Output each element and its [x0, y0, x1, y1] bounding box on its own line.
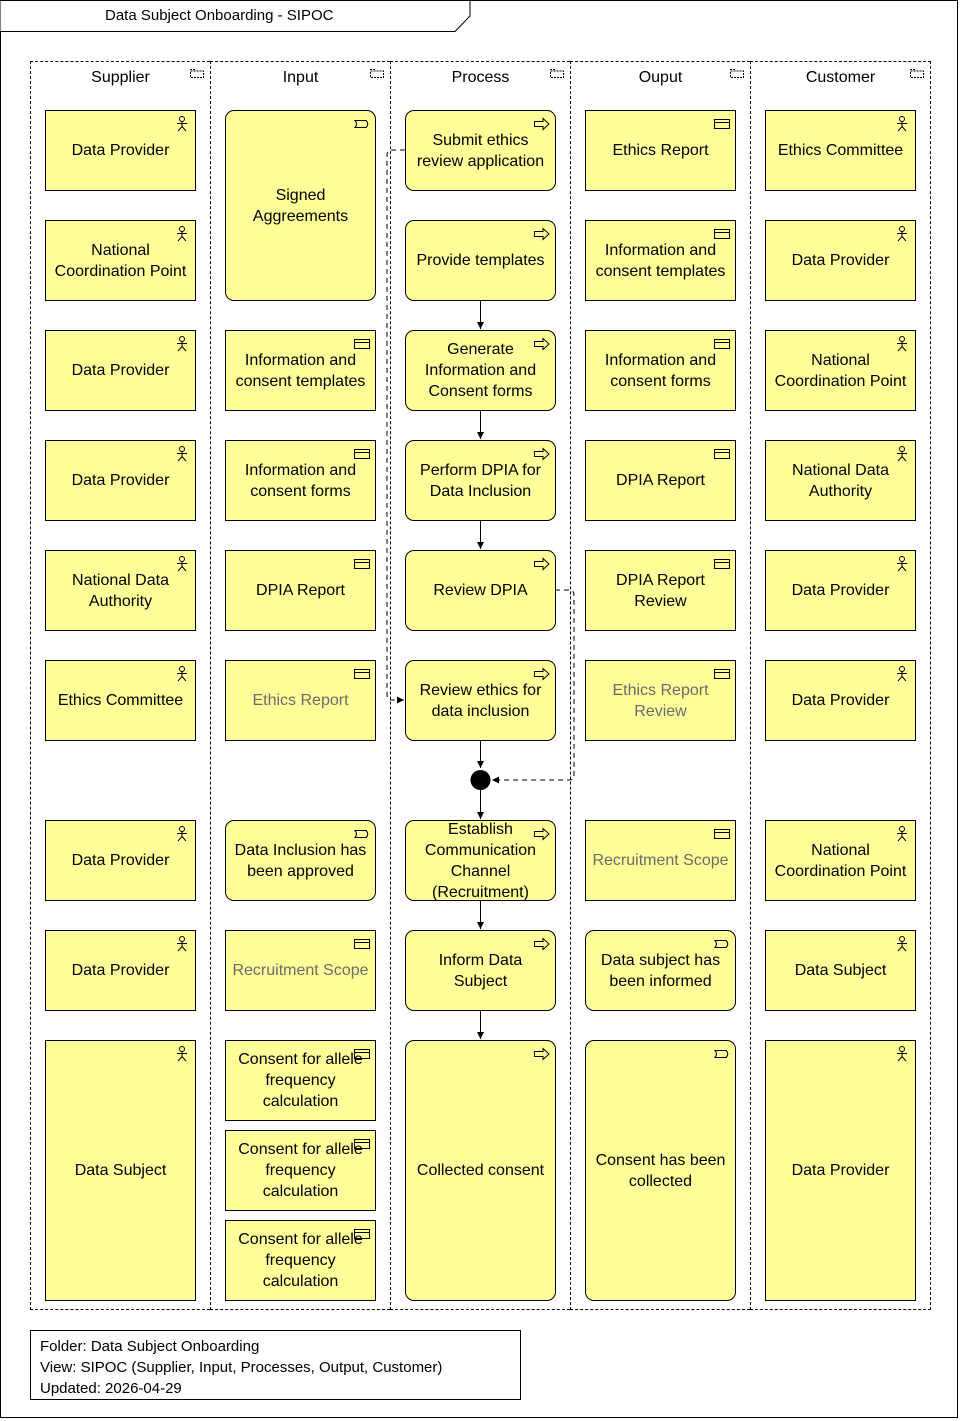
- input-label: Consent for allele frequency calculation: [238, 1141, 363, 1200]
- data-object-icon: [354, 936, 370, 952]
- customer-item[interactable]: [765, 220, 916, 301]
- actor-icon: [174, 666, 190, 682]
- supplier-item[interactable]: [45, 1040, 196, 1301]
- customer-item[interactable]: [765, 330, 916, 411]
- data-object-icon: [714, 446, 730, 462]
- process-arrow-icon: [534, 556, 550, 572]
- input-item[interactable]: [225, 1130, 376, 1211]
- lane-label-customer: Customer: [805, 69, 876, 86]
- event-icon: [354, 116, 370, 132]
- process-label: Collected consent: [416, 1162, 545, 1179]
- actor-icon: [894, 936, 910, 952]
- input-label: Recruitment Scope: [232, 962, 369, 979]
- output-label: DPIA Report: [616, 472, 705, 489]
- actor-icon: [174, 336, 190, 352]
- lane-label-supplier: Supplier: [91, 69, 150, 86]
- data-object-icon: [714, 826, 730, 842]
- process-item[interactable]: [405, 110, 556, 191]
- process-item[interactable]: [405, 660, 556, 741]
- lane-label-output: Ouput: [638, 69, 683, 86]
- grouping-icon: [190, 69, 204, 78]
- diagram-title: Data Subject Onboarding - SIPOC: [105, 7, 334, 24]
- process-label: Generate Information and Consent forms: [424, 341, 537, 400]
- lane-label-input: Input: [282, 69, 319, 86]
- actor-icon: [174, 826, 190, 842]
- output-item[interactable]: [585, 1040, 736, 1301]
- supplier-label: Data Provider: [71, 362, 170, 379]
- process-item[interactable]: [405, 550, 556, 631]
- data-object-icon: [354, 666, 370, 682]
- output-item[interactable]: [585, 440, 736, 521]
- grouping-icon: [550, 69, 564, 78]
- process-item[interactable]: [405, 440, 556, 521]
- supplier-item[interactable]: [45, 820, 196, 901]
- output-item[interactable]: [585, 660, 736, 741]
- customer-label: National Coordination Point: [774, 351, 907, 390]
- output-label: Ethics Report: [612, 142, 709, 159]
- grouping-icon: [910, 69, 924, 78]
- actor-icon: [174, 1046, 190, 1062]
- supplier-item[interactable]: [45, 660, 196, 741]
- process-label: Submit ethics review application: [416, 131, 545, 170]
- customer-label: Ethics Committee: [777, 142, 904, 159]
- supplier-item[interactable]: [45, 550, 196, 631]
- process-label: Provide templates: [416, 252, 545, 269]
- output-item[interactable]: [585, 220, 736, 301]
- customer-label: Data Provider: [791, 252, 890, 269]
- customer-item[interactable]: [765, 1040, 916, 1301]
- supplier-label: Data Provider: [71, 852, 170, 869]
- customer-label: Data Provider: [791, 1162, 890, 1179]
- process-item[interactable]: [405, 820, 556, 901]
- actor-icon: [894, 226, 910, 242]
- input-item[interactable]: [225, 1040, 376, 1121]
- supplier-label: Data Provider: [71, 142, 170, 159]
- process-item[interactable]: [405, 330, 556, 411]
- input-label: Consent for allele frequency calculation: [238, 1051, 363, 1110]
- supplier-item[interactable]: [45, 330, 196, 411]
- supplier-item[interactable]: [45, 440, 196, 521]
- actor-icon: [894, 1046, 910, 1062]
- output-item[interactable]: [585, 930, 736, 1011]
- output-item[interactable]: [585, 110, 736, 191]
- input-label: Consent for allele frequency calculation: [238, 1231, 363, 1290]
- process-item[interactable]: [405, 930, 556, 1011]
- data-object-icon: [714, 116, 730, 132]
- output-label: Consent has been collected: [595, 1151, 726, 1190]
- lane-label-process: Process: [451, 69, 510, 86]
- customer-item[interactable]: [765, 820, 916, 901]
- output-item[interactable]: [585, 550, 736, 631]
- actor-icon: [894, 666, 910, 682]
- customer-item[interactable]: [765, 660, 916, 741]
- process-item[interactable]: [405, 220, 556, 301]
- customer-label: Data Provider: [791, 582, 890, 599]
- input-label: Ethics Report: [252, 692, 349, 709]
- actor-icon: [174, 936, 190, 952]
- supplier-item[interactable]: [45, 930, 196, 1011]
- output-label: Ethics Report Review: [612, 681, 709, 720]
- supplier-label: Data Provider: [71, 472, 170, 489]
- updated-text: Updated: 2026-04-29: [40, 1380, 182, 1397]
- input-label: Information and consent templates: [235, 351, 366, 390]
- input-label: DPIA Report: [256, 582, 345, 599]
- input-item[interactable]: [225, 330, 376, 411]
- supplier-label: National Data Authority: [72, 571, 169, 610]
- process-label: Perform DPIA for Data Inclusion: [420, 461, 541, 500]
- data-object-icon: [354, 556, 370, 572]
- process-label: Establish Communication Channel (Recruitment): [424, 820, 537, 901]
- output-label: Recruitment Scope: [592, 852, 729, 869]
- customer-item[interactable]: [765, 440, 916, 521]
- customer-label: National Coordination Point: [774, 841, 907, 880]
- grouping-icon: [370, 69, 384, 78]
- grouping-icon: [730, 69, 744, 78]
- supplier-label: Data Subject: [74, 1162, 167, 1179]
- process-label: Inform Data Subject: [438, 951, 523, 990]
- info-box: [30, 1330, 521, 1400]
- input-item[interactable]: [225, 820, 376, 901]
- output-label: DPIA Report Review: [616, 571, 705, 610]
- output-label: Information and consent templates: [595, 241, 726, 280]
- output-item[interactable]: [585, 330, 736, 411]
- input-label: Data Inclusion has been approved: [234, 841, 367, 880]
- input-item[interactable]: [225, 930, 376, 1011]
- output-label: Data subject has been informed: [600, 951, 721, 990]
- customer-item[interactable]: [765, 550, 916, 631]
- supplier-label: Ethics Committee: [57, 692, 184, 709]
- supplier-item[interactable]: [45, 220, 196, 301]
- process-item[interactable]: [405, 1040, 556, 1301]
- supplier-item[interactable]: [45, 110, 196, 191]
- output-label: Information and consent forms: [604, 351, 717, 390]
- customer-label: Data Subject: [794, 962, 887, 979]
- customer-item[interactable]: [765, 110, 916, 191]
- folder-text: Folder: Data Subject Onboarding: [40, 1338, 260, 1355]
- input-label: Information and consent forms: [244, 461, 357, 500]
- input-item[interactable]: [225, 110, 376, 301]
- view-text: View: SIPOC (Supplier, Input, Processes, Output, Customer): [40, 1359, 443, 1376]
- customer-label: Data Provider: [791, 692, 890, 709]
- actor-icon: [894, 556, 910, 572]
- actor-icon: [174, 116, 190, 132]
- actor-icon: [174, 446, 190, 462]
- input-label: Signed Aggreements: [252, 186, 349, 225]
- actor-icon: [894, 116, 910, 132]
- input-item[interactable]: [225, 550, 376, 631]
- process-arrow-icon: [534, 1046, 550, 1062]
- process-label: Review DPIA: [433, 582, 528, 599]
- customer-label: National Data Authority: [792, 461, 889, 500]
- process-arrow-icon: [534, 226, 550, 242]
- event-icon: [714, 1046, 730, 1062]
- supplier-label: National Coordination Point: [54, 241, 187, 280]
- process-label: Review ethics for data inclusion: [419, 681, 542, 720]
- input-item[interactable]: [225, 660, 376, 741]
- input-item[interactable]: [225, 1220, 376, 1301]
- input-item[interactable]: [225, 440, 376, 521]
- supplier-label: Data Provider: [71, 962, 170, 979]
- customer-item[interactable]: [765, 930, 916, 1011]
- output-item[interactable]: [585, 820, 736, 901]
